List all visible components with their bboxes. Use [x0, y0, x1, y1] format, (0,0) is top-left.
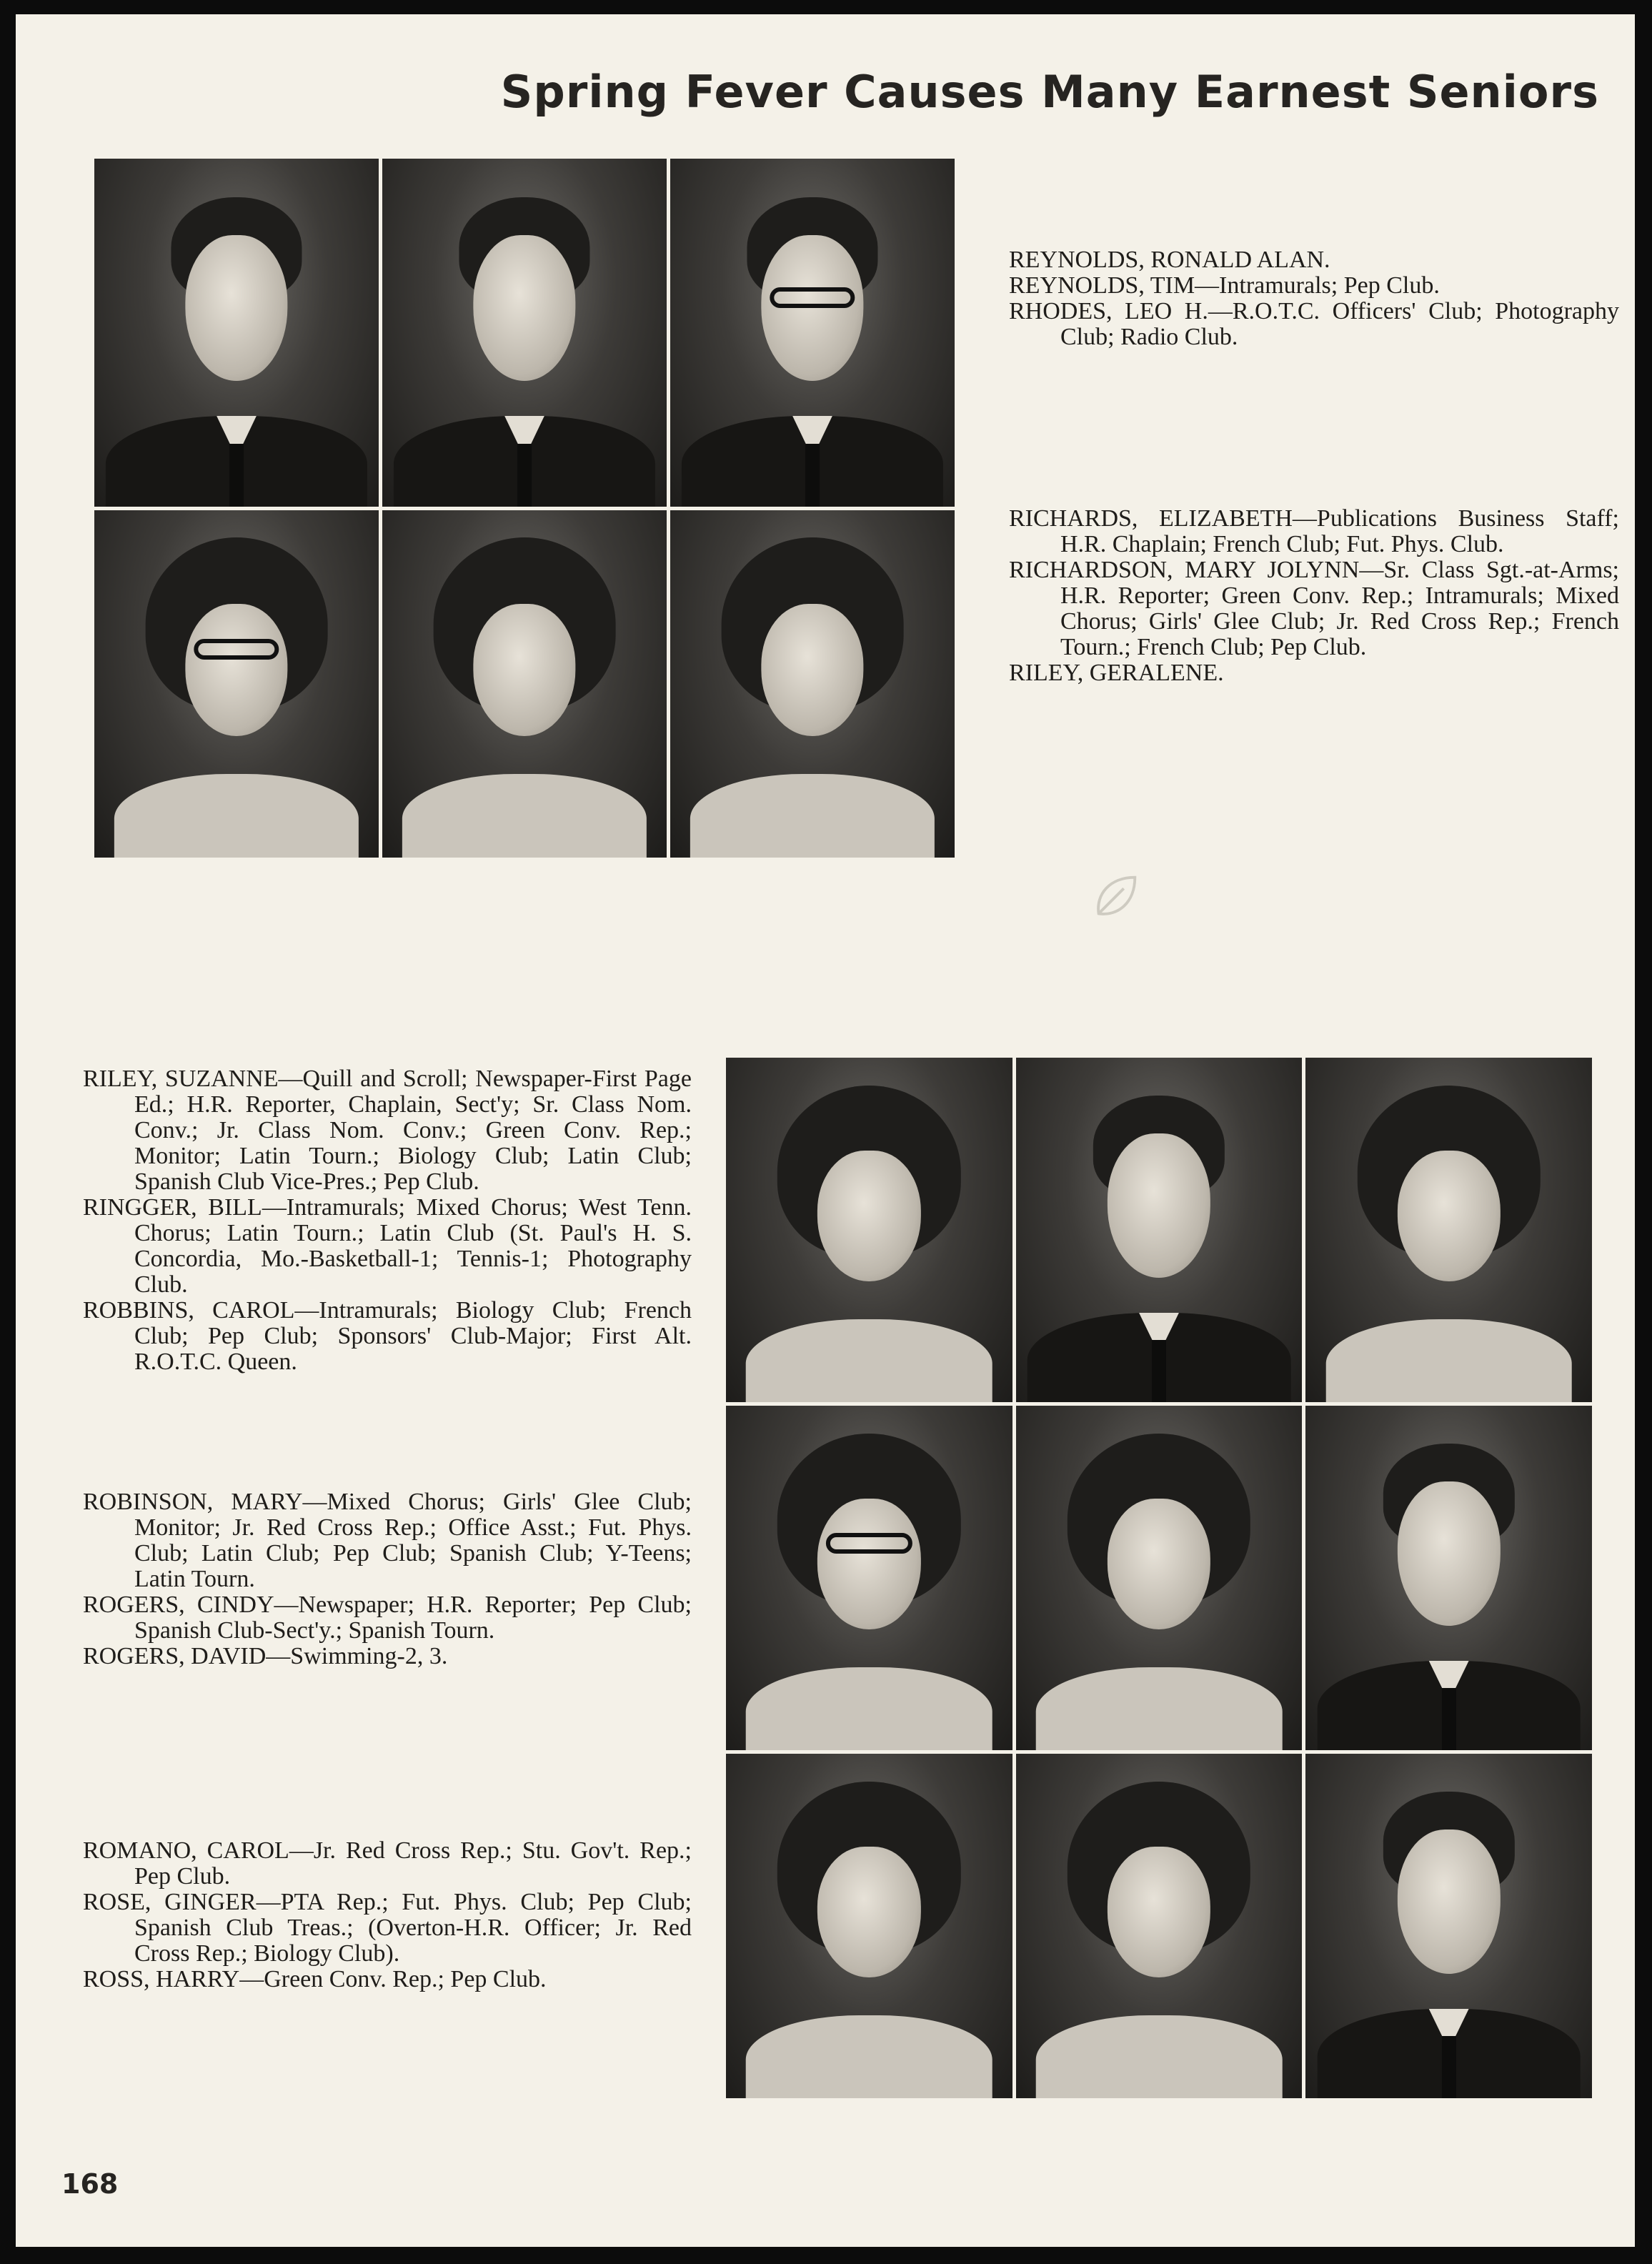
- senior-entry: ROSE, GINGER—PTA Rep.; Fut. Phys. Club; Pep Club; Spanish Club Treas.; (Overton-H.R. Officer; Jr. Red Cross Rep.; Biology Club).: [83, 1889, 692, 1967]
- senior-entry: REYNOLDS, RONALD ALAN.: [1009, 247, 1330, 273]
- senior-portrait-photo: [94, 510, 379, 858]
- senior-entry: RICHARDSON, MARY JOLYNN—Sr. Class Sgt.-at-Arms; H.R. Reporter; Green Conv. Rep.; Intramurals; Mixed Chorus; Girls' Glee Club; Jr. Red Cross Rep.; French Tourn.; French Club; Pep Club.: [1009, 557, 1619, 660]
- senior-portrait-photo: [1016, 1754, 1303, 2098]
- senior-portrait-photo: [726, 1406, 1012, 1750]
- page-title: Spring Fever Causes Many Earnest Seniors: [500, 66, 1599, 118]
- senior-portrait-photo: [1016, 1406, 1303, 1750]
- senior-entry: RILEY, SUZANNE—Quill and Scroll; Newspaper-First Page Ed.; H.R. Reporter, Chaplain, Sect'y; Sr. Class Nom. Conv.; Jr. Class Nom. Conv.; Green Conv. Rep.; Monitor; Latin Tourn.; Biology Club; Latin Club; Spanish Club Vice-Pres.; Pep Club.: [83, 1066, 692, 1195]
- senior-portrait-photo: [726, 1058, 1012, 1402]
- senior-portrait-photo: [670, 159, 955, 507]
- senior-entries-group-4: [83, 1489, 692, 1669]
- senior-entry: ROSS, HARRY—Green Conv. Rep.; Pep Club.: [83, 1966, 547, 1992]
- portrait-grid-bottom: [726, 1058, 1592, 2098]
- senior-entry: ROGERS, DAVID—Swimming-2, 3.: [83, 1643, 448, 1669]
- senior-entry: RILEY, GERALENE.: [1009, 660, 1224, 686]
- senior-entries-group-2: [1009, 506, 1619, 686]
- senior-entry: ROBINSON, MARY—Mixed Chorus; Girls' Glee Club; Monitor; Jr. Red Cross Rep.; Office Asst.; Fut. Phys. Club; Latin Club; Pep Club; Spanish Club; Y-Teens; Latin Tourn.: [83, 1489, 692, 1592]
- senior-entry: REYNOLDS, TIM—Intramurals; Pep Club.: [1009, 272, 1440, 299]
- senior-portrait-photo: [382, 159, 667, 507]
- senior-portrait-photo: [1305, 1754, 1592, 2098]
- leaf-icon: [1088, 869, 1143, 925]
- senior-entries-group-1: [1009, 247, 1619, 350]
- senior-portrait-photo: [670, 510, 955, 858]
- senior-entry: RINGGER, BILL—Intramurals; Mixed Chorus; West Tenn. Chorus; Latin Tourn.; Latin Club (St. Paul's H. S. Concordia, Mo.-Basketball-1; Tennis-1; Photography Club.: [83, 1194, 692, 1298]
- page-number: 168: [61, 2168, 119, 2200]
- portrait-grid-top: [94, 159, 955, 858]
- senior-portrait-photo: [1305, 1058, 1592, 1402]
- senior-entry: ROMANO, CAROL—Jr. Red Cross Rep.; Stu. Gov't. Rep.; Pep Club.: [83, 1837, 692, 1890]
- senior-portrait-photo: [1305, 1406, 1592, 1750]
- senior-entries-group-3: [83, 1066, 692, 1375]
- senior-entry: ROGERS, CINDY—Newspaper; H.R. Reporter; Pep Club; Spanish Club-Sect'y.; Spanish Tourn.: [83, 1592, 692, 1644]
- senior-portrait-photo: [382, 510, 667, 858]
- senior-portrait-photo: [1016, 1058, 1303, 1402]
- senior-entry: RHODES, LEO H.—R.O.T.C. Officers' Club; Photography Club; Radio Club.: [1009, 298, 1619, 350]
- senior-entries-group-5: [83, 1838, 692, 1992]
- senior-portrait-photo: [726, 1754, 1012, 2098]
- senior-entry: ROBBINS, CAROL—Intramurals; Biology Club; French Club; Pep Club; Sponsors' Club-Major; First Alt. R.O.T.C. Queen.: [83, 1297, 692, 1375]
- senior-portrait-photo: [94, 159, 379, 507]
- senior-entry: RICHARDS, ELIZABETH—Publications Business Staff; H.R. Chaplain; French Club; Fut. Phys. Club.: [1009, 505, 1619, 557]
- yearbook-page: [16, 14, 1635, 2247]
